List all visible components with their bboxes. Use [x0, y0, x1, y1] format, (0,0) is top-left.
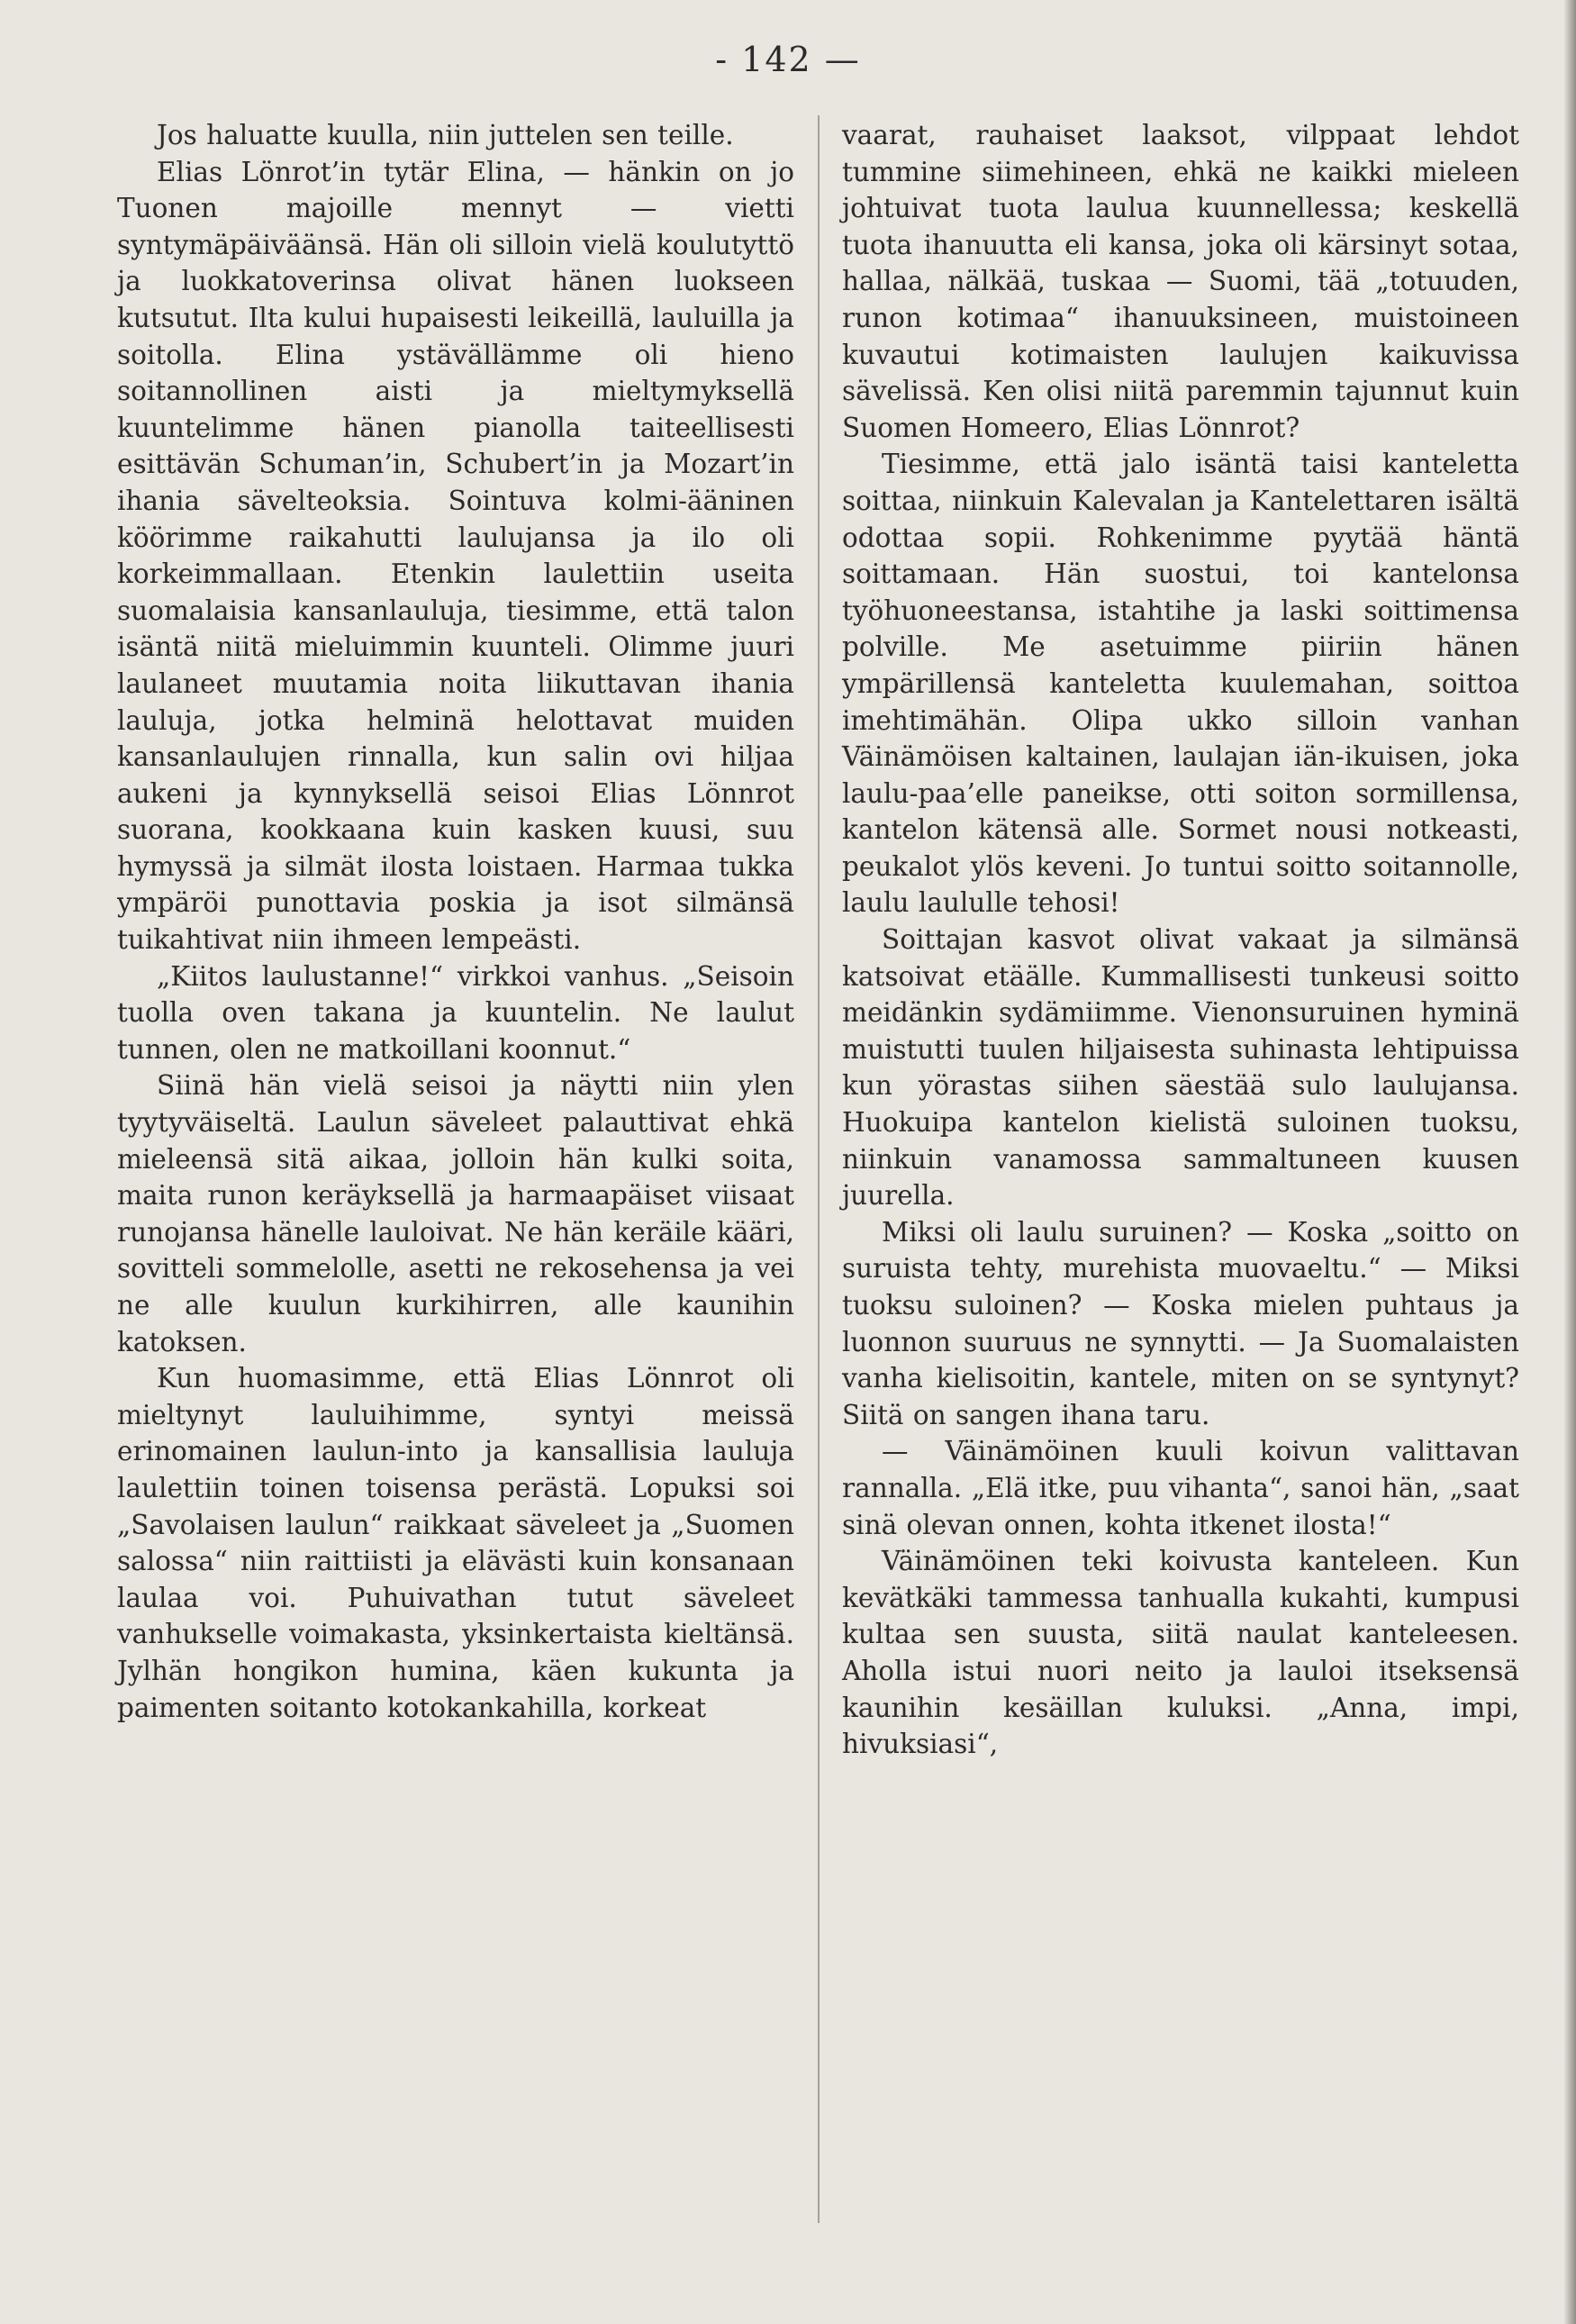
page-number: - 142 —	[715, 40, 861, 79]
paragraph: — Väinämöinen kuuli koivun valittavan rannalla. „Elä itke, puu vihanta“, sanoi hän, „saat sinä olevan onnen, kohta itkenet ilosta!“	[842, 1436, 1519, 1540]
right-column	[842, 117, 1519, 1763]
paragraph: Jos haluatte kuulla, niin juttelen sen teille.	[157, 120, 734, 150]
left-column	[117, 117, 794, 1726]
column-divider	[818, 115, 820, 2223]
paragraph: Elias Lönrot’in tytär Elina, — hänkin on jo Tuonen majoille mennyt — vietti syntymäpäiväänsä. Hän oli silloin vielä koulutyttö ja luokkatoverinsa olivat hänen luokseen kutsutut. Ilta kului hupaisesti leikeillä, lauluilla ja soitolla. Elina ystävällämme oli hieno soitannollinen aisti ja mieltymyksellä kuuntelimme hänen pianolla taiteellisesti esittävän Schuman’in, Schubert’in ja Mozart’in ihania sävelteoksia. Sointuva kolmi-ääninen köörimme raikahutti laulujansa ja ilo oli korkeimmallaan. Etenkin laulettiin useita suomalaisia kansanlauluja, tiesimme, että talon isäntä niitä mieluimmin kuunteli. Olimme juuri laulaneet muutamia noita liikuttavan ihania lauluja, jotka helminä helottavat muiden kansanlaulujen rinnalla, kun salin ovi hiljaa aukeni ja kynnyksellä seisoi Elias Lönnrot suorana, kookkaana kuin kasken kuusi, suu hymyssä ja silmät ilosta loistaen. Harmaa tukka ympäröi punottavia poskia ja isot silmänsä tuikahtivat niin ihmeen lempeästi.	[117, 156, 794, 956]
paragraph: Siinä hän vielä seisoi ja näytti niin ylen tyytyväiseltä. Laulun säveleet palauttivat ehkä mieleensä sitä aikaa, jolloin hän kulki soita, maita runon keräyksellä ja harmaapäiset viisaat runojansa hänelle lauloivat. Ne hän keräile kääri, sovitteli sommelolle, asetti ne rekosehensa ja vei ne alle kuulun kurkihirren, alle kaunihin katoksen.	[117, 1070, 794, 1357]
paragraph: Tiesimme, että jalo isäntä taisi kanteletta soittaa, niinkuin Kalevalan ja Kantelettaren isältä odottaa sopii. Rohkenimme pyytää häntä soittamaan. Hän suostui, toi kantelonsa työhuoneestansa, istahtihe ja laski soittimensa polville. Me asetuimme piiriin hänen ympärillensä kanteletta kuulemahan, soittoa imehtimähän. Olipa ukko silloin vanhan Väinämöisen kaltainen, laulajan iän-ikuisen, joka laulu-paa’elle paneikse, otti soiton sormillensa, kantelon kätensä alle. Sormet nousi notkeasti, peukalot ylös keveni. Jo tuntui soitto soitannolle, laulu laululle tehosi!	[842, 449, 1519, 919]
paragraph: Miksi oli laulu suruinen? — Koska „soitto on suruista tehty, murehista muovaeltu.“ — Miksi tuoksu suloinen? — Koska mielen puhtaus ja luonnon suuruus ne synnytti. — Ja Suomalaisten vanha kielisoitin, kantele, miten on se syntynyt? Siitä on sangen ihana taru.	[842, 1216, 1519, 1430]
paragraph: vaarat, rauhaiset laaksot, vilppaat lehdot tummine siimehineen, ehkä ne kaikki mieleen johtuivat tuota laulua kuunnellessa; keskellä tuota ihanuutta eli kansa, joka oli kärsinyt sotaa, hallaa, nälkää, tuskaa — Suomi, tää „totuuden, runon kotimaa“ ihanuuksineen, muistoineen kuvautui kotimaisten laulujen kaikuvissa sävelissä. Ken olisi niitä paremmin tajunnut kuin Suomen Homeero, Elias Lönnrot?	[842, 120, 1519, 443]
paragraph: Soittajan kasvot olivat vakaat ja silmänsä katsoivat etäälle. Kummallisesti tunkeusi soitto meidänkin sydämiimme. Vienonsuruinen hyminä muistutti tuulen hiljaisesta suhinasta lehtipuissa kun yörastas siihen säestää sulo laulujansa. Huokuipa kantelon kielistä suloinen tuoksu, niinkuin vanamossa sammaltuneen kuusen juurella.	[842, 924, 1519, 1212]
paragraph: Väinämöinen teki koivusta kanteleen. Kun kevätkäki tammessa tanhualla kukahti, kumpusi kultaa sen suusta, siitä naulat kanteleesen. Aholla istui nuori neito ja lauloi itseksensä kaunihin kesäillan kuluksi. „Anna, impi, hivuksiasi“,	[842, 1546, 1519, 1760]
page-edge-shadow	[1563, 0, 1576, 2324]
paragraph: „Kiitos laulustanne!“ virkkoi vanhus. „Seisoin tuolla oven takana ja kuuntelin. Ne laulut tunnen, olen ne matkoillani koonnut.“	[117, 960, 794, 1065]
paragraph: Kun huomasimme, että Elias Lönnrot oli mieltynyt lauluihimme, syntyi meissä erinomainen laulun-into ja kansallisia lauluja laulettiin toinen toisensa perästä. Lopuksi soi „Savolaisen laulun“ raikkaat säveleet ja „Suomen salossa“ niin raittiisti ja elävästi kuin konsanaan laulaa voi. Puhuivathan tutut säveleet vanhukselle voimakasta, yksinkertaista kieltänsä. Jylhän hongikon humina, käen kukunta ja paimenten soitanto kotokankahilla, korkeat	[117, 1363, 794, 1723]
